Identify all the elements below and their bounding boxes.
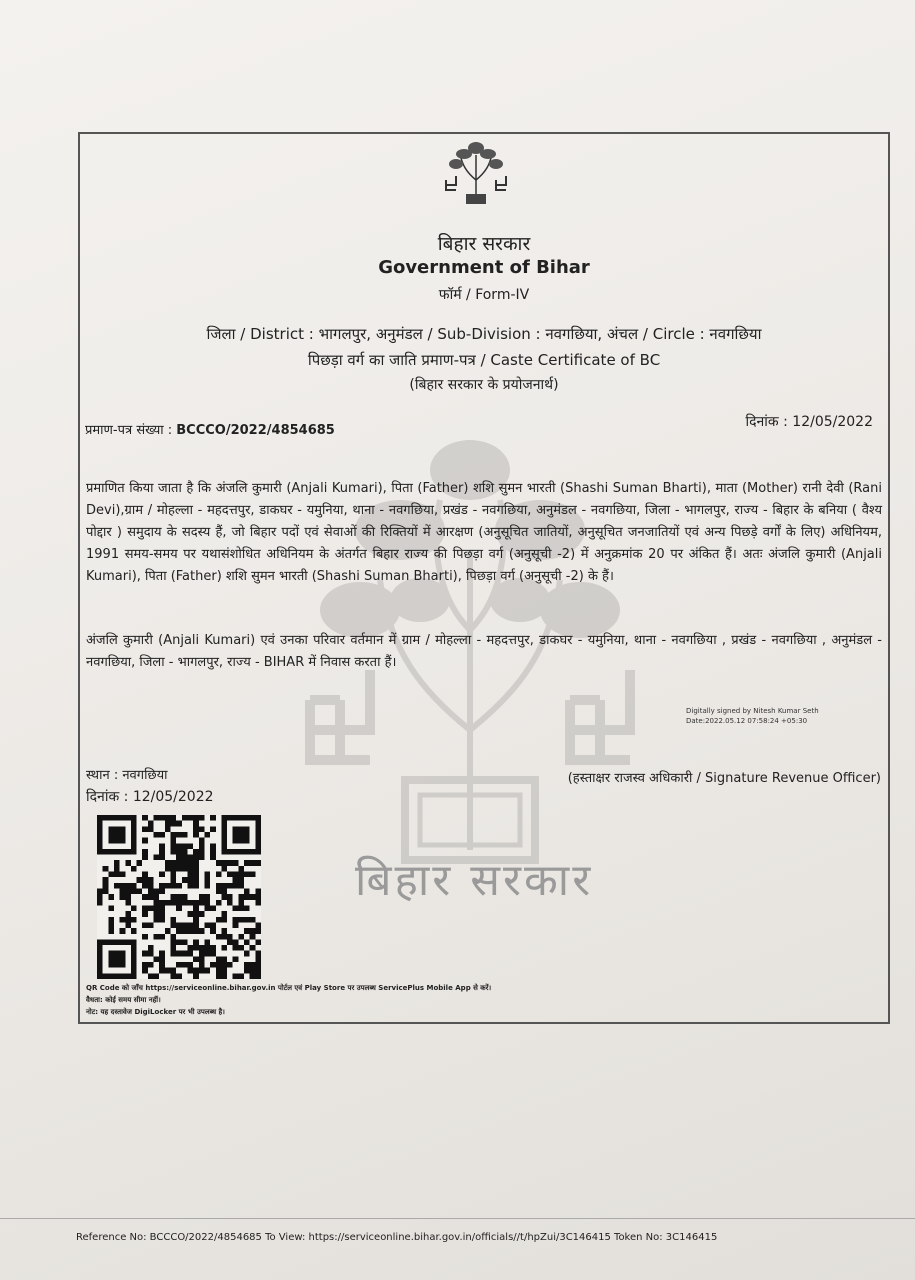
digital-signature [686, 706, 819, 726]
title-hindi: बिहार सरकार [437, 233, 531, 255]
place: स्थान : नवगछिया [86, 768, 168, 783]
certificate-number-label: प्रमाण-पत्र संख्या : [85, 423, 177, 438]
district-line: जिला / District : भागलपुर, अनुमंडल / Sub-Division : नवगछिया, अंचल / Circle : नवगछिया [206, 325, 762, 343]
certificate-date-label: दिनांक : [745, 414, 793, 430]
bihar-emblem-icon [440, 140, 512, 206]
certificate-title: पिछड़ा वर्ग का जाति प्रमाण-पत्र / Caste Certificate of BC [307, 351, 661, 369]
title-english: Government of Bihar [378, 257, 590, 278]
certificate-number [85, 420, 335, 438]
qr-note-digilocker: नोट: यह दस्तावेज DigiLocker पर भी उपलब्ध है। [86, 1008, 225, 1016]
form-number: फॉर्म / Form-IV [438, 287, 530, 303]
certificate-date [745, 412, 873, 431]
certificate-date-value: 12/05/2022 [792, 414, 873, 430]
qr-code-icon [97, 815, 261, 979]
watermark-text: बिहार सरकार [355, 855, 594, 906]
residence-paragraph: अंजलि कुमारी (Anjali Kumari) एवं उनका परिवार वर्तमान में ग्राम / मोहल्ला - महदत्तपुर, डाकघर - यमुनिया, थाना - नवगछिया , प्रखंड - नवगछिया , अनुमंडल - नवगछिया, जिला - भागलपुर, राज्य - BIHAR में निवास करता हैं। [86, 633, 882, 670]
footer-divider [0, 1218, 915, 1219]
digital-signature-date: Date:2022.05.12 07:58:24 +05:30 [686, 717, 808, 725]
qr-note-validity: वैधता: कोई समय सीमा नहीं। [86, 996, 161, 1004]
issue-date: दिनांक : 12/05/2022 [86, 789, 214, 805]
digital-signature-signer: Digitally signed by Nitesh Kumar Seth [686, 707, 819, 715]
qr-note-verify: QR Code को जाँच https://serviceonline.bihar.gov.in पोर्टल एवं Play Store पर उपलब्ध ServicePlus Mobile App से करें। [86, 984, 492, 992]
reference-line: Reference No: BCCCO/2022/4854685 To View: https://serviceonline.bihar.gov.in/officials//t/hpZui/3C146415 Token No: 3C146415 [76, 1232, 718, 1243]
signature-label: (हस्ताक्षर राजस्व अधिकारी / Signature Revenue Officer) [567, 771, 881, 786]
certification-paragraph: प्रमाणित किया जाता है कि अंजलि कुमारी (Anjali Kumari), पिता (Father) शशि सुमन भारती (Shashi Suman Bharti), माता (Mother) रानी देवी (Rani Devi),ग्राम / मोहल्ला - महदत्तपुर, डाकघर - यमुनिया, थाना - नवगछिया, प्रखंड - नवगछिया, अनुमंडल - नवगछिया, जिला - भागलपुर, राज्य - बिहार के बनिया ( वैश्य पोद्दार ) समुदाय के सदस्य हैं, जो बिहार पदों एवं सेवाओं की रिक्तियों में आरक्षण (अनुसूचित जातियों, अनुसूचित जनजातियों एवं अन्य पिछड़े वर्गों के लिए) अधिनियम, 1991 समय-समय पर यथासंशोधित अधिनियम के अंतर्गत बिहार राज्य की पिछड़ा वर्ग (अनुसूची -2) में अनुक्रमांक 20 पर अंकित हैं। अतः अंजलि कुमारी (Anjali Kumari), पिता (Father) शशि सुमन भारती (Shashi Suman Bharti), पिछड़ा वर्ग (अनुसूची -2) के हैं। [86, 481, 882, 584]
qr-notes [86, 982, 491, 1018]
certificate-purpose: (बिहार सरकार के प्रयोजनार्थ) [409, 377, 559, 393]
certificate-number-value: BCCCO/2022/4854685 [176, 423, 335, 438]
